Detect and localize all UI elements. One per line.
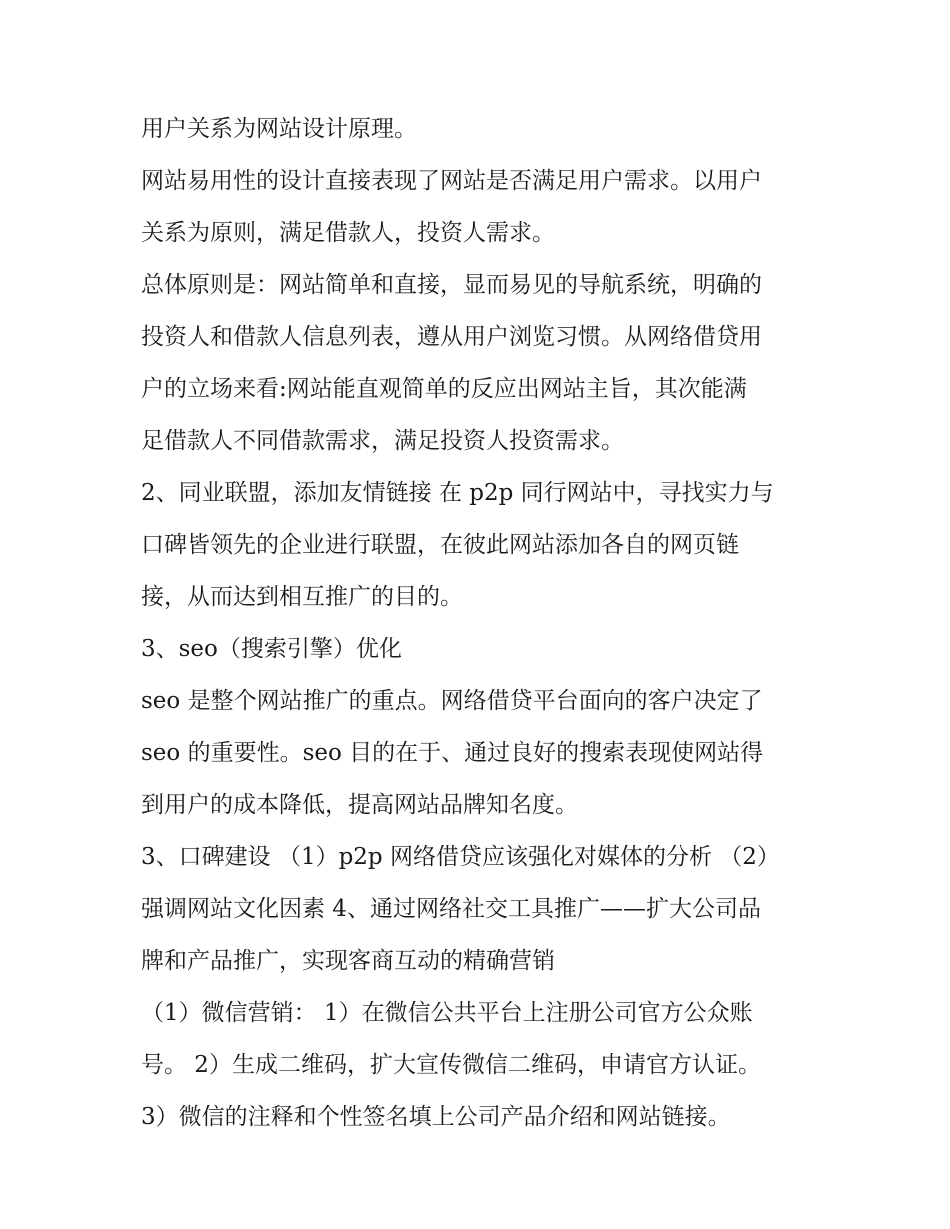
text-line: seo 的重要性。seo 目的在于、通过良好的搜索表现使网站得: [141, 740, 764, 766]
text-line: 足借款人不同借款需求，满足投资人投资需求。: [141, 428, 624, 454]
text-line: 关系为原则，满足借款人，投资人需求。: [141, 220, 555, 246]
text-line: 到用户的成本降低，提高网站品牌知名度。: [141, 792, 578, 818]
text-line: 网站易用性的设计直接表现了网站是否满足用户需求。以用户: [141, 168, 762, 194]
text-line: 3）微信的注释和个性签名填上公司产品介绍和网站链接。: [141, 1104, 731, 1130]
text-line: 户的立场来看:网站能直观简单的反应出网站主旨，其次能满: [141, 376, 747, 402]
text-line: 总体原则是：网站简单和直接，显而易见的导航系统，明确的: [141, 272, 762, 298]
text-line: 口碑皆领先的企业进行联盟，在彼此网站添加各自的网页链: [141, 532, 739, 558]
text-line: 强调网站文化因素 4、通过网络社交工具推广——扩大公司品: [141, 896, 761, 922]
text-line: 接，从而达到相互推广的目的。: [141, 584, 463, 610]
text-line: 号。 2）生成二维码，扩大宣传微信二维码，申请官方认证。: [141, 1052, 761, 1078]
text-line: 牌和产品推广，实现客商互动的精确营销: [141, 948, 555, 974]
text-line: 投资人和借款人信息列表，遵从用户浏览习惯。从网络借贷用: [141, 324, 762, 350]
text-line: 3、口碑建设 （1）p2p 网络借贷应该强化对媒体的分析 （2）: [141, 844, 780, 870]
text-line: 2、同业联盟，添加友情链接 在 p2p 同行网站中，寻找实力与: [141, 480, 774, 506]
body-text: [141, 103, 821, 1143]
text-line: 用户关系为网站设计原理。: [141, 116, 417, 142]
section-heading: 3、seo（搜索引擎）优化: [141, 636, 402, 662]
text-line: seo 是整个网站推广的重点。网络借贷平台面向的客户决定了: [141, 688, 763, 714]
text-line: （1）微信营销： 1）在微信公共平台上注册公司官方公众账: [141, 1000, 753, 1026]
